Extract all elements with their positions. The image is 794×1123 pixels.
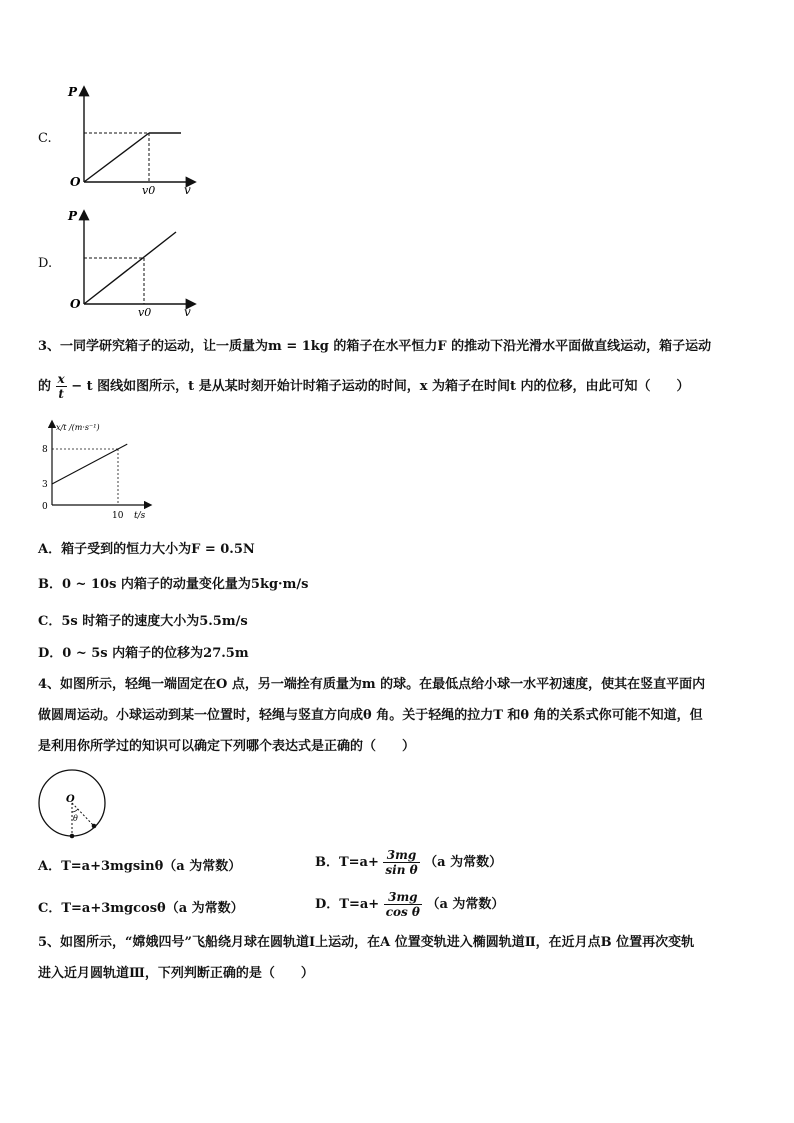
q3-option-d[interactable]: D．0 ~ 5s 内箱子的位移为27.5m: [38, 646, 249, 661]
q4-option-a[interactable]: A．T=a+3mgsinθ（a 为常数）: [38, 859, 242, 874]
opt-b-fraction: [383, 848, 419, 877]
theta-arc: [72, 809, 78, 812]
x-axis-label: v: [184, 183, 191, 194]
q4-option-b[interactable]: [315, 848, 502, 877]
origin-label: O: [70, 175, 81, 189]
q4-option-c[interactable]: C．T=a+3mgcosθ（a 为常数）: [38, 901, 244, 916]
q3-option-a[interactable]: A．箱子受到的恒力大小为F = 0.5N: [38, 542, 255, 557]
q3-option-c[interactable]: C．5s 时箱子的速度大小为5.5m/s: [38, 614, 248, 629]
q3-line2-prefix: 的: [38, 379, 52, 394]
graph-d-power-vs-velocity: [60, 206, 200, 318]
q5-stem-line1: 5、如图所示，“嫦娥四号”飞船绕月球在圆轨道Ⅰ上运动，在A 位置变轨进入椭圆轨道Ⅱ，在近月点B 位置再次变轨: [38, 935, 695, 950]
option-c-letter: C.: [38, 131, 52, 146]
frac-denominator: sin θ: [385, 863, 418, 877]
origin-label: O: [70, 297, 81, 311]
y-tick-3: 3: [42, 480, 48, 490]
q4-circle-figure: [36, 768, 112, 840]
opt-d-suffix: （a 为常数）: [426, 897, 505, 912]
opt-d-prefix: D．T=a+: [315, 897, 380, 912]
frac-numerator: 3mg: [384, 890, 422, 905]
graph-c-power-vs-velocity: [60, 82, 200, 194]
frac-numerator: x: [57, 372, 65, 386]
o-label: O: [66, 794, 75, 805]
x-axis-label: v: [184, 305, 191, 318]
q3-xt-t-chart: [36, 418, 156, 524]
x-tick-10: 10: [112, 511, 124, 521]
frac-denominator: t: [58, 387, 64, 401]
opt-b-prefix: B．T=a+: [315, 855, 379, 870]
q3-stem-line1: 3、一同学研究箱子的运动，让一质量为m = 1kg 的箱子在水平恒力F 的推动下沿光滑水平面做直线运动，箱子运动: [38, 339, 712, 354]
v0-tick-label: v0: [138, 306, 152, 318]
theta-label: θ: [73, 814, 78, 823]
q3-option-b[interactable]: B．0 ~ 10s 内箱子的动量变化量为5kg·m/s: [38, 577, 309, 592]
y-tick-0: 0: [42, 502, 48, 512]
power-line-rising: [84, 133, 149, 182]
power-line: [84, 232, 176, 304]
v0-tick-label: v0: [142, 184, 156, 194]
q3-line2-suffix: − t 图线如图所示，t 是从某时刻开始计时箱子运动的时间，x 为箱子在时间t 内的位移，由此可知（ ）: [71, 379, 690, 394]
q3-stem-line2: [38, 372, 690, 401]
lowest-point-dot: [70, 834, 75, 839]
q3-fraction-x-over-t: [56, 372, 67, 401]
y-tick-8: 8: [42, 445, 48, 455]
y-axis-label: P: [68, 85, 78, 99]
series-line: [52, 444, 127, 484]
frac-numerator: 3mg: [383, 848, 419, 863]
q5-stem-line2: 进入近月圆轨道Ⅲ，下列判断正确的是（ ）: [38, 966, 314, 981]
q4-stem-line2: 做圆周运动。小球运动到某一位置时，轻绳与竖直方向成θ 角。关于轻绳的拉力T 和θ 角的关系式你可能不知道，但: [38, 708, 703, 723]
ball-dot: [92, 824, 97, 829]
x-axis-label: t/s: [134, 511, 146, 521]
frac-denominator: cos θ: [385, 905, 420, 919]
q4-option-d[interactable]: [315, 890, 504, 919]
opt-d-fraction: [384, 890, 422, 919]
q4-stem-line1: 4、如图所示，轻绳一端固定在O 点，另一端拴有质量为m 的球。在最低点给小球一水平初速度，使其在竖直平面内: [38, 677, 706, 692]
y-axis-label: x/t /(m·s⁻¹): [56, 423, 100, 432]
option-d-letter: D.: [38, 256, 53, 271]
opt-b-suffix: （a 为常数）: [424, 855, 503, 870]
y-axis-label: P: [68, 209, 78, 223]
q4-stem-line3: 是利用你所学过的知识可以确定下列哪个表达式是正确的（ ）: [38, 739, 416, 754]
